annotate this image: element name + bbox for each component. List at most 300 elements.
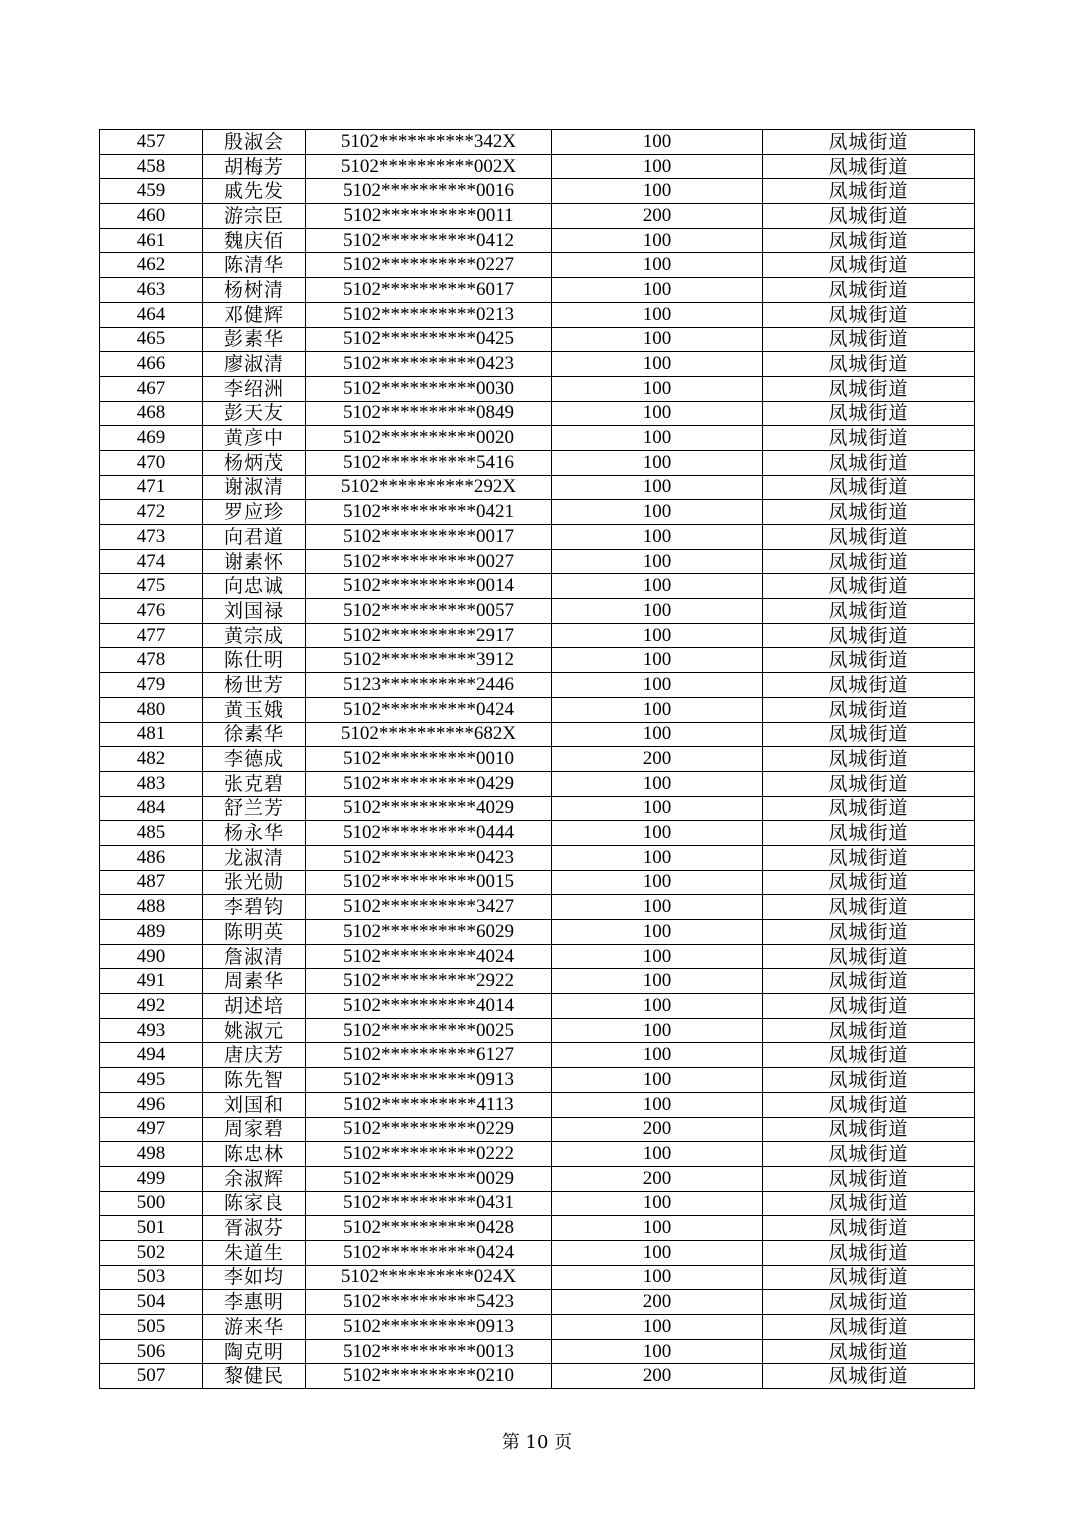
amount-cell: 100: [552, 549, 763, 574]
street-cell: 凤城街道: [763, 204, 975, 229]
table-row: [100, 920, 975, 945]
name-cell: 谢淑清: [203, 475, 306, 500]
street-cell: 凤城街道: [763, 450, 975, 475]
row-number-cell: 466: [100, 352, 203, 377]
id-number-cell: 5102**********4014: [306, 994, 552, 1019]
table-row: [100, 1265, 975, 1290]
id-number-cell: 5102**********0011: [306, 204, 552, 229]
amount-cell: 100: [552, 870, 763, 895]
name-cell: 詹淑清: [203, 944, 306, 969]
name-cell: 黄玉娥: [203, 697, 306, 722]
row-number-cell: 474: [100, 549, 203, 574]
table-row: [100, 475, 975, 500]
row-number-cell: 493: [100, 1018, 203, 1043]
street-cell: 凤城街道: [763, 722, 975, 747]
id-number-cell: 5102**********6017: [306, 278, 552, 303]
table-row: [100, 673, 975, 698]
table-row: [100, 1339, 975, 1364]
id-number-cell: 5102**********682X: [306, 722, 552, 747]
table-row: [100, 1142, 975, 1167]
id-number-cell: 5102**********0429: [306, 771, 552, 796]
table-row: [100, 154, 975, 179]
amount-cell: 100: [552, 228, 763, 253]
row-number-cell: 503: [100, 1265, 203, 1290]
amount-cell: 100: [552, 722, 763, 747]
table-row: [100, 648, 975, 673]
row-number-cell: 489: [100, 920, 203, 945]
street-cell: 凤城街道: [763, 1240, 975, 1265]
row-number-cell: 468: [100, 401, 203, 426]
street-cell: 凤城街道: [763, 1142, 975, 1167]
id-number-cell: 5102**********342X: [306, 130, 552, 155]
id-number-cell: 5102**********0913: [306, 1315, 552, 1340]
row-number-cell: 488: [100, 895, 203, 920]
id-number-cell: 5102**********0421: [306, 500, 552, 525]
street-cell: 凤城街道: [763, 1216, 975, 1241]
street-cell: 凤城街道: [763, 500, 975, 525]
id-number-cell: 5102**********5423: [306, 1290, 552, 1315]
amount-cell: 100: [552, 1092, 763, 1117]
amount-cell: 200: [552, 747, 763, 772]
name-cell: 李德成: [203, 747, 306, 772]
street-cell: 凤城街道: [763, 525, 975, 550]
amount-cell: 100: [552, 352, 763, 377]
row-number-cell: 505: [100, 1315, 203, 1340]
name-cell: 杨炳茂: [203, 450, 306, 475]
row-number-cell: 497: [100, 1117, 203, 1142]
id-number-cell: 5102**********6127: [306, 1043, 552, 1068]
amount-cell: 100: [552, 623, 763, 648]
row-number-cell: 492: [100, 994, 203, 1019]
table-row: [100, 228, 975, 253]
street-cell: 凤城街道: [763, 426, 975, 451]
name-cell: 罗应珍: [203, 500, 306, 525]
row-number-cell: 470: [100, 450, 203, 475]
street-cell: 凤城街道: [763, 1018, 975, 1043]
amount-cell: 100: [552, 821, 763, 846]
row-number-cell: 458: [100, 154, 203, 179]
table-row: [100, 994, 975, 1019]
street-cell: 凤城街道: [763, 376, 975, 401]
table-row: [100, 1092, 975, 1117]
amount-cell: 100: [552, 1265, 763, 1290]
name-cell: 舒兰芳: [203, 796, 306, 821]
street-cell: 凤城街道: [763, 401, 975, 426]
row-number-cell: 469: [100, 426, 203, 451]
id-number-cell: 5102**********6029: [306, 920, 552, 945]
name-cell: 张光勋: [203, 870, 306, 895]
id-number-cell: 5102**********0425: [306, 327, 552, 352]
name-cell: 廖淑清: [203, 352, 306, 377]
name-cell: 胥淑芬: [203, 1216, 306, 1241]
id-number-cell: 5102**********0423: [306, 845, 552, 870]
amount-cell: 100: [552, 1043, 763, 1068]
amount-cell: 100: [552, 525, 763, 550]
name-cell: 黄彦中: [203, 426, 306, 451]
name-cell: 陈明英: [203, 920, 306, 945]
street-cell: 凤城街道: [763, 771, 975, 796]
table-row: [100, 870, 975, 895]
id-number-cell: 5102**********4113: [306, 1092, 552, 1117]
table-row: [100, 352, 975, 377]
row-number-cell: 457: [100, 130, 203, 155]
amount-cell: 100: [552, 944, 763, 969]
street-cell: 凤城街道: [763, 821, 975, 846]
table-row: [100, 722, 975, 747]
table-row: [100, 697, 975, 722]
row-number-cell: 506: [100, 1339, 203, 1364]
id-number-cell: 5102**********0213: [306, 302, 552, 327]
id-number-cell: 5102**********292X: [306, 475, 552, 500]
amount-cell: 100: [552, 648, 763, 673]
row-number-cell: 484: [100, 796, 203, 821]
id-number-cell: 5102**********002X: [306, 154, 552, 179]
table-row: [100, 944, 975, 969]
table-row: [100, 1240, 975, 1265]
id-number-cell: 5102**********3427: [306, 895, 552, 920]
name-cell: 余淑辉: [203, 1166, 306, 1191]
row-number-cell: 482: [100, 747, 203, 772]
id-number-cell: 5102**********0412: [306, 228, 552, 253]
street-cell: 凤城街道: [763, 475, 975, 500]
street-cell: 凤城街道: [763, 327, 975, 352]
recipient-table-body: [100, 130, 975, 1389]
street-cell: 凤城街道: [763, 648, 975, 673]
row-number-cell: 473: [100, 525, 203, 550]
street-cell: 凤城街道: [763, 1290, 975, 1315]
row-number-cell: 476: [100, 599, 203, 624]
table-row: [100, 302, 975, 327]
amount-cell: 100: [552, 1142, 763, 1167]
amount-cell: 100: [552, 1240, 763, 1265]
id-number-cell: 5102**********0013: [306, 1339, 552, 1364]
amount-cell: 100: [552, 500, 763, 525]
street-cell: 凤城街道: [763, 845, 975, 870]
row-number-cell: 480: [100, 697, 203, 722]
name-cell: 黎健民: [203, 1364, 306, 1389]
name-cell: 陈清华: [203, 253, 306, 278]
street-cell: 凤城街道: [763, 994, 975, 1019]
table-row: [100, 1043, 975, 1068]
id-number-cell: 5102**********0913: [306, 1068, 552, 1093]
table-row: [100, 1216, 975, 1241]
amount-cell: 100: [552, 673, 763, 698]
amount-cell: 100: [552, 771, 763, 796]
amount-cell: 200: [552, 1117, 763, 1142]
table-row: [100, 796, 975, 821]
amount-cell: 100: [552, 401, 763, 426]
amount-cell: 100: [552, 426, 763, 451]
name-cell: 张克碧: [203, 771, 306, 796]
street-cell: 凤城街道: [763, 747, 975, 772]
id-number-cell: 5102**********0020: [306, 426, 552, 451]
table-row: [100, 204, 975, 229]
id-number-cell: 5102**********0017: [306, 525, 552, 550]
street-cell: 凤城街道: [763, 302, 975, 327]
name-cell: 杨世芳: [203, 673, 306, 698]
table-row: [100, 599, 975, 624]
table-row: [100, 376, 975, 401]
row-number-cell: 477: [100, 623, 203, 648]
table-row: [100, 771, 975, 796]
table-row: [100, 821, 975, 846]
row-number-cell: 465: [100, 327, 203, 352]
table-row: [100, 450, 975, 475]
table-row: [100, 500, 975, 525]
name-cell: 邓健辉: [203, 302, 306, 327]
table-row: [100, 401, 975, 426]
row-number-cell: 500: [100, 1191, 203, 1216]
id-number-cell: 5102**********0444: [306, 821, 552, 846]
row-number-cell: 491: [100, 969, 203, 994]
row-number-cell: 494: [100, 1043, 203, 1068]
street-cell: 凤城街道: [763, 1191, 975, 1216]
row-number-cell: 496: [100, 1092, 203, 1117]
table-row: [100, 1068, 975, 1093]
amount-cell: 100: [552, 895, 763, 920]
table-row: [100, 623, 975, 648]
name-cell: 陈家良: [203, 1191, 306, 1216]
name-cell: 周素华: [203, 969, 306, 994]
row-number-cell: 461: [100, 228, 203, 253]
name-cell: 杨树清: [203, 278, 306, 303]
table-row: [100, 1018, 975, 1043]
name-cell: 陶克明: [203, 1339, 306, 1364]
name-cell: 朱道生: [203, 1240, 306, 1265]
name-cell: 龙淑清: [203, 845, 306, 870]
name-cell: 向忠诚: [203, 574, 306, 599]
amount-cell: 100: [552, 450, 763, 475]
amount-cell: 100: [552, 1315, 763, 1340]
id-number-cell: 5102**********0057: [306, 599, 552, 624]
street-cell: 凤城街道: [763, 796, 975, 821]
street-cell: 凤城街道: [763, 1166, 975, 1191]
name-cell: 唐庆芳: [203, 1043, 306, 1068]
amount-cell: 100: [552, 376, 763, 401]
id-number-cell: 5102**********0027: [306, 549, 552, 574]
table-row: [100, 1290, 975, 1315]
id-number-cell: 5102**********0424: [306, 697, 552, 722]
id-number-cell: 5102**********0431: [306, 1191, 552, 1216]
street-cell: 凤城街道: [763, 599, 975, 624]
amount-cell: 100: [552, 1339, 763, 1364]
street-cell: 凤城街道: [763, 130, 975, 155]
id-number-cell: 5102**********3912: [306, 648, 552, 673]
name-cell: 黄宗成: [203, 623, 306, 648]
street-cell: 凤城街道: [763, 1068, 975, 1093]
row-number-cell: 507: [100, 1364, 203, 1389]
row-number-cell: 487: [100, 870, 203, 895]
row-number-cell: 472: [100, 500, 203, 525]
row-number-cell: 478: [100, 648, 203, 673]
page-number: 第 10 页: [501, 1432, 573, 1453]
street-cell: 凤城街道: [763, 1339, 975, 1364]
row-number-cell: 471: [100, 475, 203, 500]
table-row: [100, 747, 975, 772]
amount-cell: 100: [552, 475, 763, 500]
table-row: [100, 426, 975, 451]
row-number-cell: 475: [100, 574, 203, 599]
amount-cell: 100: [552, 253, 763, 278]
name-cell: 戚先发: [203, 179, 306, 204]
street-cell: 凤城街道: [763, 895, 975, 920]
id-number-cell: 5102**********0424: [306, 1240, 552, 1265]
row-number-cell: 486: [100, 845, 203, 870]
id-number-cell: 5102**********4029: [306, 796, 552, 821]
street-cell: 凤城街道: [763, 944, 975, 969]
id-number-cell: 5102**********0227: [306, 253, 552, 278]
name-cell: 徐素华: [203, 722, 306, 747]
id-number-cell: 5102**********0030: [306, 376, 552, 401]
id-number-cell: 5102**********0849: [306, 401, 552, 426]
street-cell: 凤城街道: [763, 969, 975, 994]
street-cell: 凤城街道: [763, 549, 975, 574]
amount-cell: 100: [552, 697, 763, 722]
row-number-cell: 498: [100, 1142, 203, 1167]
name-cell: 胡梅芳: [203, 154, 306, 179]
table-row: [100, 179, 975, 204]
name-cell: 谢素怀: [203, 549, 306, 574]
name-cell: 刘国禄: [203, 599, 306, 624]
row-number-cell: 504: [100, 1290, 203, 1315]
row-number-cell: 483: [100, 771, 203, 796]
amount-cell: 100: [552, 1191, 763, 1216]
amount-cell: 100: [552, 327, 763, 352]
amount-cell: 100: [552, 1068, 763, 1093]
id-number-cell: 5102**********0229: [306, 1117, 552, 1142]
amount-cell: 100: [552, 179, 763, 204]
amount-cell: 100: [552, 154, 763, 179]
amount-cell: 100: [552, 278, 763, 303]
table-row: [100, 1315, 975, 1340]
amount-cell: 200: [552, 1290, 763, 1315]
name-cell: 周家碧: [203, 1117, 306, 1142]
row-number-cell: 499: [100, 1166, 203, 1191]
id-number-cell: 5102**********0025: [306, 1018, 552, 1043]
row-number-cell: 459: [100, 179, 203, 204]
table-row: [100, 1191, 975, 1216]
id-number-cell: 5102**********024X: [306, 1265, 552, 1290]
id-number-cell: 5102**********0014: [306, 574, 552, 599]
amount-cell: 200: [552, 1364, 763, 1389]
id-number-cell: 5102**********0016: [306, 179, 552, 204]
row-number-cell: 481: [100, 722, 203, 747]
amount-cell: 200: [552, 1166, 763, 1191]
amount-cell: 100: [552, 845, 763, 870]
name-cell: 陈忠林: [203, 1142, 306, 1167]
street-cell: 凤城街道: [763, 1092, 975, 1117]
name-cell: 彭天友: [203, 401, 306, 426]
id-number-cell: 5102**********0029: [306, 1166, 552, 1191]
row-number-cell: 495: [100, 1068, 203, 1093]
amount-cell: 100: [552, 969, 763, 994]
street-cell: 凤城街道: [763, 920, 975, 945]
id-number-cell: 5102**********2917: [306, 623, 552, 648]
name-cell: 向君道: [203, 525, 306, 550]
street-cell: 凤城街道: [763, 228, 975, 253]
name-cell: 彭素华: [203, 327, 306, 352]
row-number-cell: 479: [100, 673, 203, 698]
row-number-cell: 467: [100, 376, 203, 401]
row-number-cell: 464: [100, 302, 203, 327]
id-number-cell: 5102**********0423: [306, 352, 552, 377]
amount-cell: 100: [552, 302, 763, 327]
amount-cell: 100: [552, 1018, 763, 1043]
table-row: [100, 525, 975, 550]
name-cell: 杨永华: [203, 821, 306, 846]
id-number-cell: 5102**********0210: [306, 1364, 552, 1389]
id-number-cell: 5102**********0015: [306, 870, 552, 895]
id-number-cell: 5102**********0222: [306, 1142, 552, 1167]
street-cell: 凤城街道: [763, 1315, 975, 1340]
name-cell: 李惠明: [203, 1290, 306, 1315]
name-cell: 游宗臣: [203, 204, 306, 229]
street-cell: 凤城街道: [763, 1364, 975, 1389]
name-cell: 李如均: [203, 1265, 306, 1290]
street-cell: 凤城街道: [763, 253, 975, 278]
id-number-cell: 5123**********2446: [306, 673, 552, 698]
street-cell: 凤城街道: [763, 278, 975, 303]
street-cell: 凤城街道: [763, 1043, 975, 1068]
amount-cell: 200: [552, 204, 763, 229]
name-cell: 陈先智: [203, 1068, 306, 1093]
recipient-table: [99, 129, 975, 1389]
table-row: [100, 327, 975, 352]
name-cell: 李碧钧: [203, 895, 306, 920]
street-cell: 凤城街道: [763, 697, 975, 722]
row-number-cell: 502: [100, 1240, 203, 1265]
id-number-cell: 5102**********2922: [306, 969, 552, 994]
table-row: [100, 574, 975, 599]
amount-cell: 100: [552, 796, 763, 821]
name-cell: 胡述培: [203, 994, 306, 1019]
id-number-cell: 5102**********0428: [306, 1216, 552, 1241]
amount-cell: 100: [552, 920, 763, 945]
street-cell: 凤城街道: [763, 574, 975, 599]
row-number-cell: 501: [100, 1216, 203, 1241]
row-number-cell: 485: [100, 821, 203, 846]
table-row: [100, 969, 975, 994]
name-cell: 李绍洲: [203, 376, 306, 401]
street-cell: 凤城街道: [763, 623, 975, 648]
table-row: [100, 549, 975, 574]
row-number-cell: 490: [100, 944, 203, 969]
table-row: [100, 845, 975, 870]
amount-cell: 100: [552, 130, 763, 155]
row-number-cell: 463: [100, 278, 203, 303]
id-number-cell: 5102**********5416: [306, 450, 552, 475]
id-number-cell: 5102**********4024: [306, 944, 552, 969]
street-cell: 凤城街道: [763, 1265, 975, 1290]
name-cell: 刘国和: [203, 1092, 306, 1117]
name-cell: 殷淑会: [203, 130, 306, 155]
amount-cell: 100: [552, 574, 763, 599]
name-cell: 游来华: [203, 1315, 306, 1340]
table-row: [100, 130, 975, 155]
name-cell: 姚淑元: [203, 1018, 306, 1043]
street-cell: 凤城街道: [763, 673, 975, 698]
name-cell: 魏庆佰: [203, 228, 306, 253]
table-row: [100, 1166, 975, 1191]
table-row: [100, 1117, 975, 1142]
table-row: [100, 278, 975, 303]
id-number-cell: 5102**********0010: [306, 747, 552, 772]
street-cell: 凤城街道: [763, 352, 975, 377]
street-cell: 凤城街道: [763, 179, 975, 204]
table-row: [100, 1364, 975, 1389]
amount-cell: 100: [552, 994, 763, 1019]
amount-cell: 100: [552, 599, 763, 624]
